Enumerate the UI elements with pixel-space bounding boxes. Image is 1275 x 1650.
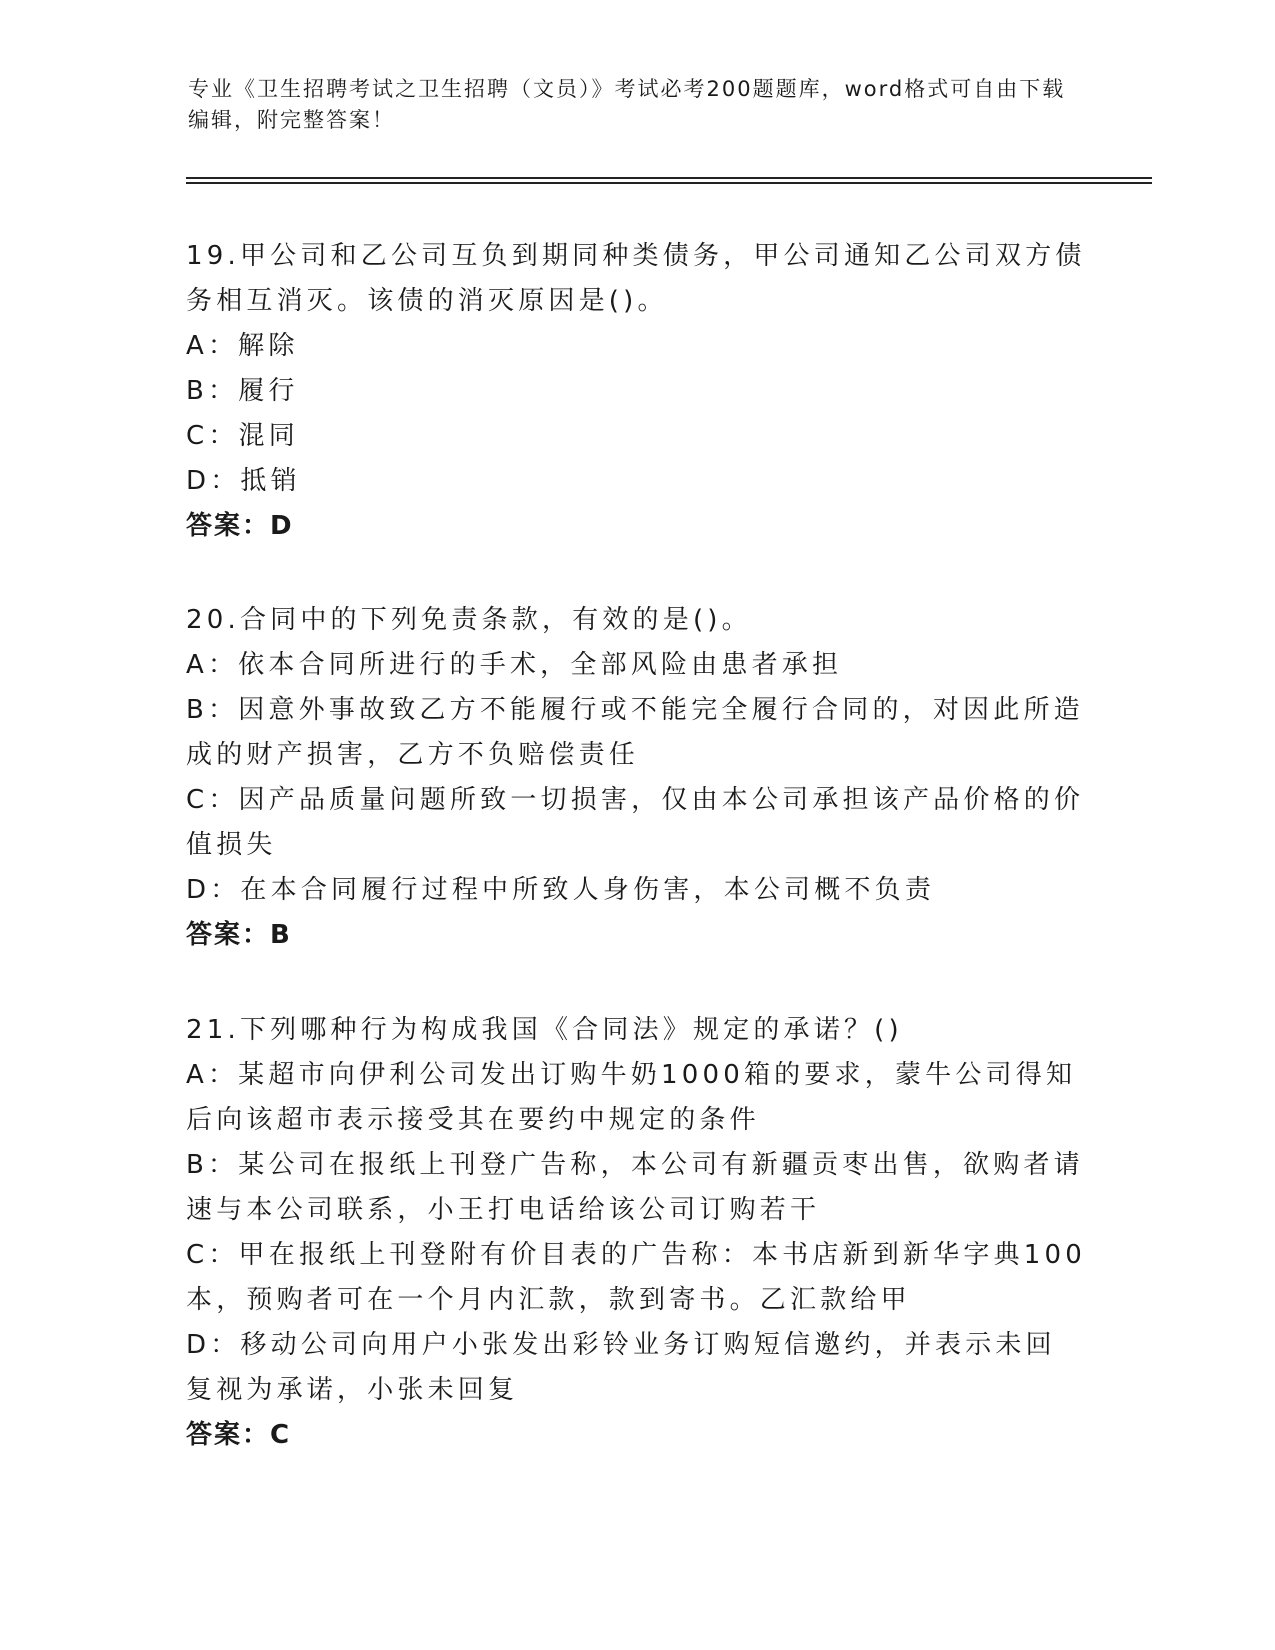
header-divider-top bbox=[186, 177, 1152, 179]
option-d: D：抵销 bbox=[186, 466, 301, 496]
answer-label: 答案：B bbox=[186, 920, 292, 950]
question-stem: 21.下列哪种行为构成我国《合同法》规定的承诺？() bbox=[186, 1015, 903, 1045]
option-a: A：某超市向伊利公司发出订购牛奶1000箱的要求，蒙牛公司得知后向该超市表示接受其在要约中规定的条件 bbox=[186, 1060, 1077, 1135]
answer-label: 答案：D bbox=[186, 511, 294, 541]
option-a: A：依本合同所进行的手术，全部风险由患者承担 bbox=[186, 650, 843, 680]
option-c: C：甲在报纸上刊登附有价目表的广告称：本书店新到新华字典100本，预购者可在一个月内汇款，款到寄书。乙汇款给甲 bbox=[186, 1240, 1086, 1315]
option-b: B：履行 bbox=[186, 376, 299, 406]
option-b: B：因意外事故致乙方不能履行或不能完全履行合同的，对因此所造成的财产损害，乙方不负赔偿责任 bbox=[186, 695, 1084, 770]
option-a: A：解除 bbox=[186, 331, 299, 361]
option-d: D：移动公司向用户小张发出彩铃业务订购短信邀约，并表示未回复视为承诺，小张未回复 bbox=[186, 1330, 1056, 1405]
question-19 bbox=[186, 234, 1086, 549]
question-20 bbox=[186, 598, 1086, 958]
question-stem: 20.合同中的下列免责条款，有效的是()。 bbox=[186, 605, 752, 635]
question-stem: 19.甲公司和乙公司互负到期同种类债务，甲公司通知乙公司双方债务相互消灭。该债的消灭原因是()。 bbox=[186, 241, 1086, 316]
answer-label: 答案：C bbox=[186, 1420, 292, 1450]
option-b: B：某公司在报纸上刊登广告称，本公司有新疆贡枣出售，欲购者请速与本公司联系，小王打电话给该公司订购若干 bbox=[186, 1150, 1084, 1225]
document-header: 专业《卫生招聘考试之卫生招聘（文员）》考试必考200题题库，word格式可自由下载编辑，附完整答案！ bbox=[188, 77, 1066, 132]
header-divider-bottom bbox=[186, 182, 1152, 184]
option-c: C：因产品质量问题所致一切损害，仅由本公司承担该产品价格的价值损失 bbox=[186, 785, 1085, 860]
option-c: C：混同 bbox=[186, 421, 299, 451]
question-21 bbox=[186, 1008, 1086, 1458]
option-d: D：在本合同履行过程中所致人身伤害，本公司概不负责 bbox=[186, 875, 936, 905]
